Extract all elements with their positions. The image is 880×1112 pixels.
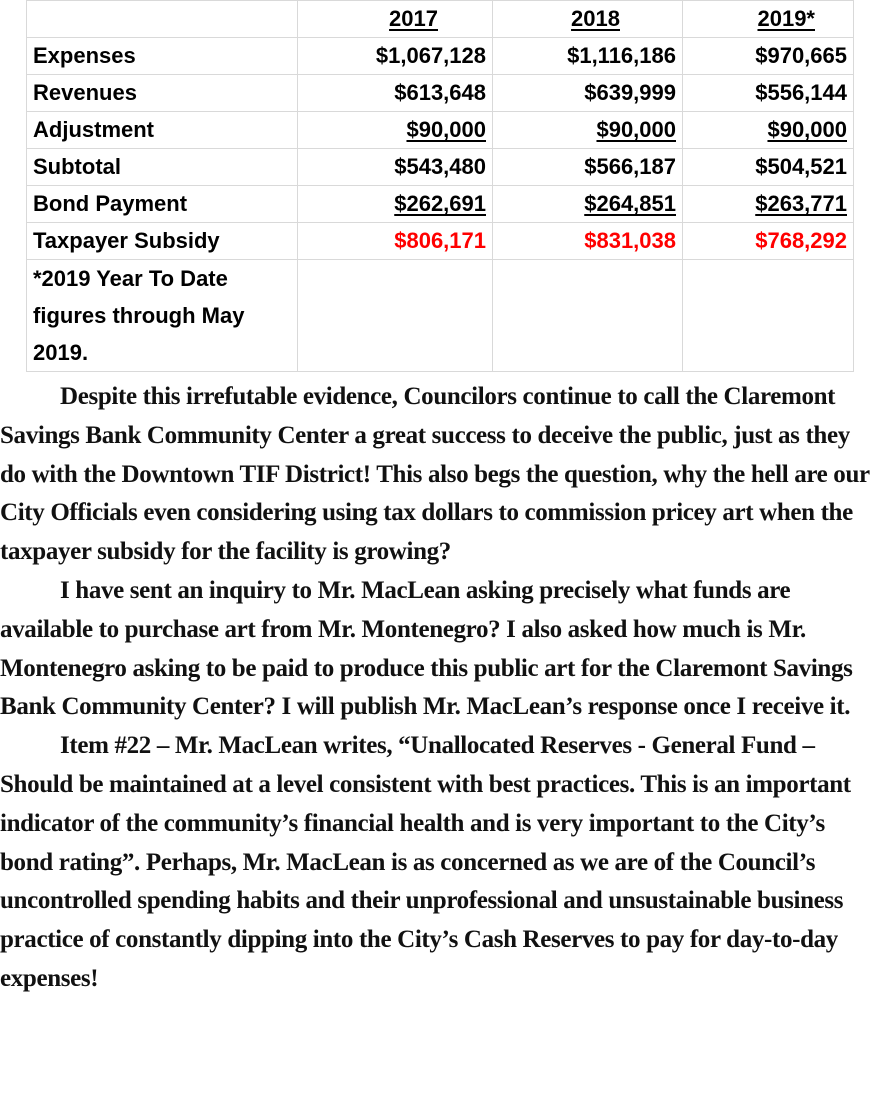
table-row-bond-payment	[27, 186, 854, 223]
cell-value: $90,000	[406, 117, 486, 142]
header-label: 2019*	[757, 6, 815, 31]
empty-cell	[683, 260, 854, 372]
cell-value: $639,999	[493, 75, 683, 112]
header-label: 2018	[571, 6, 620, 31]
paragraph: I have sent an inquiry to Mr. MacLean asking precisely what funds are available to purchase art from Mr. Montenegro? I also asked how much is Mr. Montenegro asking to be paid to produce this public art for the Claremont Savings Bank Community Center? I will publish Mr. MacLean’s response once I receive it.	[0, 576, 853, 721]
empty-cell	[493, 260, 683, 372]
cell-value-cell	[493, 186, 683, 223]
cell-value: $90,000	[767, 117, 847, 142]
cell-value: $970,665	[683, 38, 854, 75]
header-cell-2017	[298, 1, 493, 38]
cell-value: $504,521	[683, 149, 854, 186]
cell-value: $1,116,186	[493, 38, 683, 75]
empty-cell	[298, 260, 493, 372]
cell-value-cell	[298, 112, 493, 149]
cell-value-cell	[493, 112, 683, 149]
article-body	[0, 378, 880, 999]
cell-value: $613,648	[298, 75, 493, 112]
cell-value-highlighted: $806,171	[298, 223, 493, 260]
paragraph: Item #22 – Mr. MacLean writes, “Unallocated Reserves - General Fund – Should be maintained at a level consistent with best practices. This is an important indicator of the community’s financial health and is very important to the City’s bond rating”. Perhaps, Mr. MacLean is as concerned as we are of the Council’s uncontrolled spending habits and their unprofessional and unsustainable business practice of constantly dipping into the City’s Cash Reserves to pay for day-to-day expenses!	[0, 732, 851, 992]
row-label: Bond Payment	[27, 186, 298, 223]
cell-value: $90,000	[596, 117, 676, 142]
row-label: Revenues	[27, 75, 298, 112]
row-label: Adjustment	[27, 112, 298, 149]
table-row-footnote	[27, 260, 854, 372]
header-cell-2019	[683, 1, 854, 38]
footnote: *2019 Year To Date figures through May 2019.	[27, 260, 298, 372]
cell-value: $264,851	[584, 191, 676, 216]
cell-value: $543,480	[298, 149, 493, 186]
row-label: Expenses	[27, 38, 298, 75]
cell-value: $1,067,128	[298, 38, 493, 75]
paragraph: Despite this irrefutable evidence, Councilors continue to call the Claremont Savings Bank Community Center a great success to deceive the public, just as they do with the Downtown TIF District! This also begs the question, why the hell are our City Officials even considering using tax dollars to commission pricey art when the taxpayer subsidy for the facility is growing?	[0, 383, 870, 566]
cell-value-highlighted: $768,292	[683, 223, 854, 260]
cell-value: $556,144	[683, 75, 854, 112]
table-row-revenues	[27, 75, 854, 112]
cell-value-cell	[683, 112, 854, 149]
cell-value-cell	[683, 186, 854, 223]
header-label: 2017	[389, 6, 438, 31]
financial-table	[26, 0, 854, 372]
table-header-row	[27, 1, 854, 38]
table-row-taxpayer-subsidy	[27, 223, 854, 260]
cell-value: $566,187	[493, 149, 683, 186]
table-row-expenses	[27, 38, 854, 75]
cell-value: $262,691	[394, 191, 486, 216]
table-row-subtotal	[27, 149, 854, 186]
cell-value-cell	[298, 186, 493, 223]
table-row-adjustment	[27, 112, 854, 149]
row-label: Taxpayer Subsidy	[27, 223, 298, 260]
header-cell-empty	[27, 1, 298, 38]
header-cell-2018	[493, 1, 683, 38]
row-label: Subtotal	[27, 149, 298, 186]
cell-value: $263,771	[755, 191, 847, 216]
cell-value-highlighted: $831,038	[493, 223, 683, 260]
